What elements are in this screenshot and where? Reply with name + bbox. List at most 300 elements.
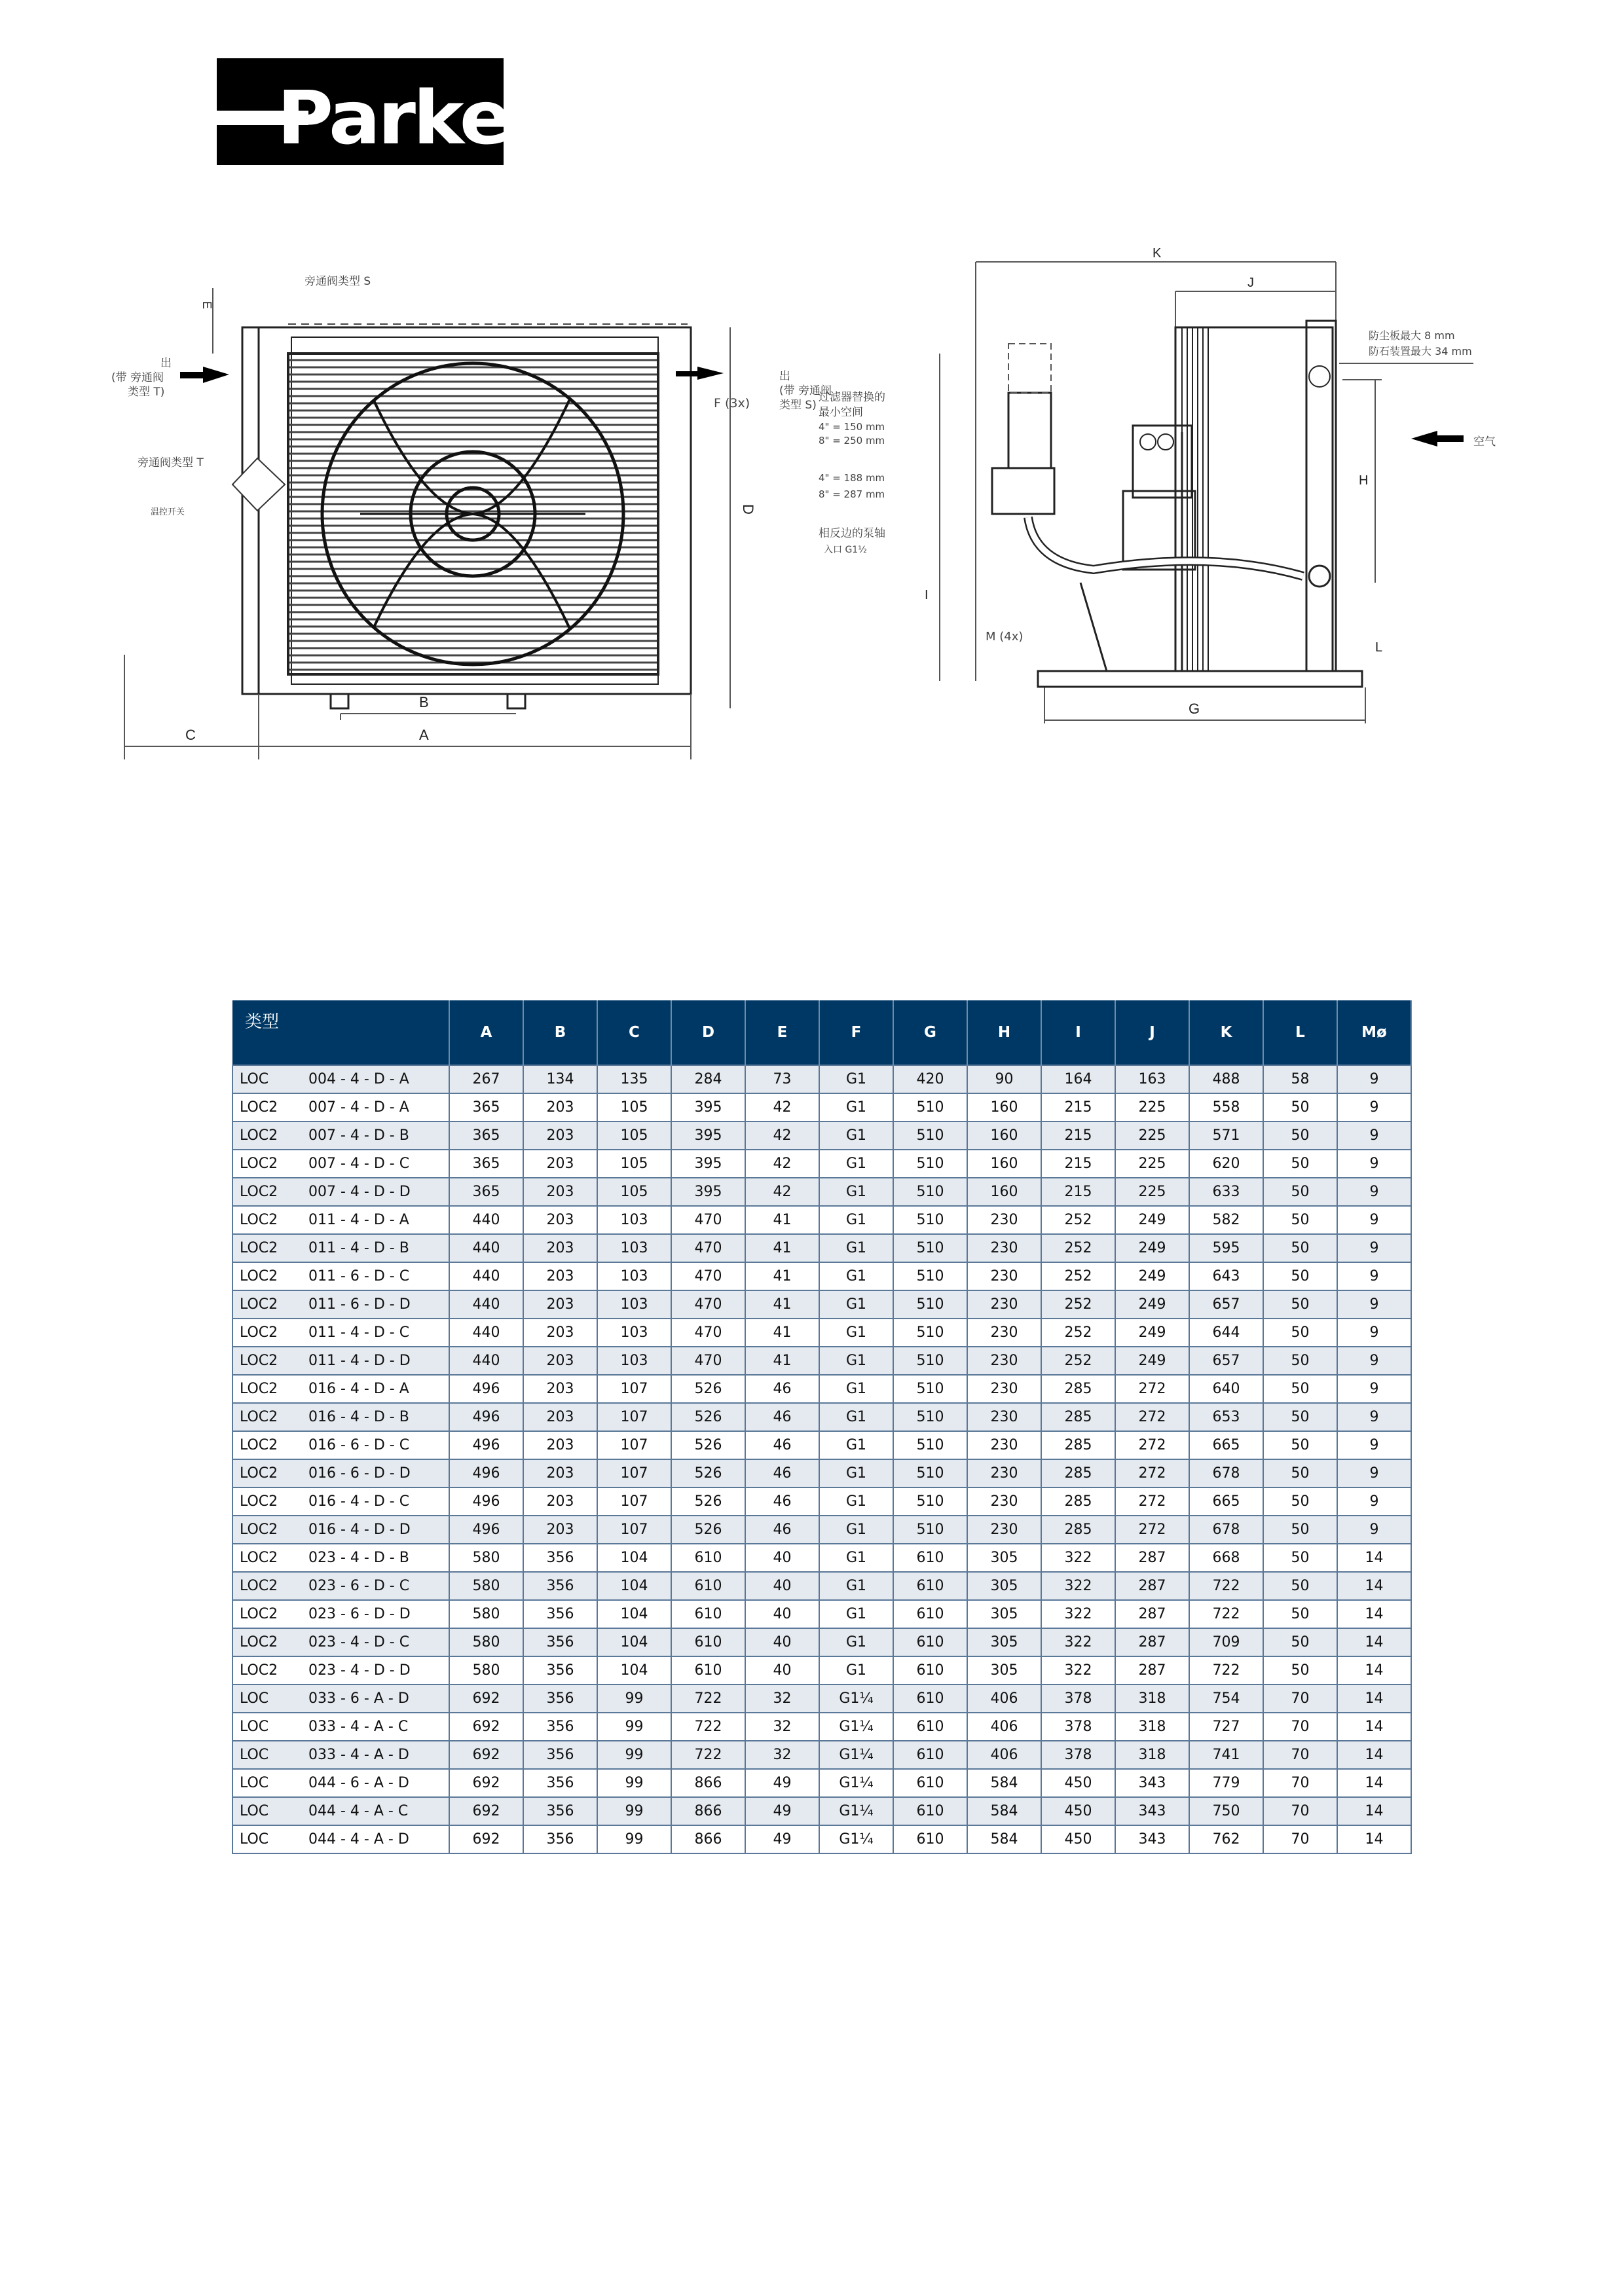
cell-h: 584 xyxy=(967,1825,1041,1853)
header-col-d: D xyxy=(671,1000,745,1065)
type-series: LOC2 xyxy=(240,1493,278,1510)
cell-f: G1 xyxy=(819,1600,893,1628)
cell-e: 40 xyxy=(745,1572,819,1600)
cell-a: 496 xyxy=(449,1375,523,1403)
table-row xyxy=(232,1234,1411,1262)
cell-h: 305 xyxy=(967,1656,1041,1685)
cell-g: 510 xyxy=(893,1403,967,1431)
dim-h: H xyxy=(1359,473,1369,488)
cell-h: 584 xyxy=(967,1797,1041,1825)
cell-m: 9 xyxy=(1337,1121,1411,1150)
cell-j: 272 xyxy=(1115,1375,1189,1403)
cell-l: 50 xyxy=(1263,1178,1337,1206)
label-outlet-left-2: (带 旁通阀 xyxy=(111,371,164,384)
cell-b: 203 xyxy=(523,1319,597,1347)
cell-l: 50 xyxy=(1263,1262,1337,1290)
type-series: LOC xyxy=(240,1747,269,1763)
cell-j: 318 xyxy=(1115,1741,1189,1769)
type-model: 007 - 4 - D - B xyxy=(308,1127,409,1144)
cell-k: 741 xyxy=(1189,1741,1263,1769)
cell-m: 14 xyxy=(1337,1741,1411,1769)
cell-k: 653 xyxy=(1189,1403,1263,1431)
type-model: 023 - 4 - D - B xyxy=(308,1550,409,1566)
cell-g: 510 xyxy=(893,1431,967,1459)
type-series: LOC2 xyxy=(240,1437,278,1453)
cell-g: 610 xyxy=(893,1600,967,1628)
table-row xyxy=(232,1431,1411,1459)
cell-d: 284 xyxy=(671,1065,745,1093)
table-row xyxy=(232,1178,1411,1206)
cell-type xyxy=(232,1262,449,1290)
cell-a: 496 xyxy=(449,1459,523,1487)
cell-b: 356 xyxy=(523,1741,597,1769)
cell-l: 70 xyxy=(1263,1797,1337,1825)
label-pump-inlet-1: 相反边的泵轴 xyxy=(819,527,885,540)
cell-f: G1¼ xyxy=(819,1797,893,1825)
table-row xyxy=(232,1319,1411,1347)
cell-j: 249 xyxy=(1115,1347,1189,1375)
cell-f: G1 xyxy=(819,1516,893,1544)
cell-c: 99 xyxy=(597,1797,671,1825)
cell-e: 46 xyxy=(745,1459,819,1487)
type-model: 011 - 4 - D - C xyxy=(308,1324,410,1341)
type-series: LOC2 xyxy=(240,1156,278,1172)
cell-f: G1 xyxy=(819,1065,893,1093)
cell-a: 580 xyxy=(449,1628,523,1656)
type-model: 023 - 6 - D - C xyxy=(308,1578,410,1594)
cell-d: 722 xyxy=(671,1685,745,1713)
table-row xyxy=(232,1206,1411,1234)
cell-b: 356 xyxy=(523,1544,597,1572)
cell-h: 230 xyxy=(967,1347,1041,1375)
cell-h: 230 xyxy=(967,1319,1041,1347)
cell-j: 287 xyxy=(1115,1544,1189,1572)
cell-l: 50 xyxy=(1263,1150,1337,1178)
type-series: LOC2 xyxy=(240,1184,278,1200)
cell-j: 249 xyxy=(1115,1206,1189,1234)
cell-g: 510 xyxy=(893,1487,967,1516)
cell-i: 215 xyxy=(1041,1178,1115,1206)
cell-f: G1¼ xyxy=(819,1741,893,1769)
cell-e: 49 xyxy=(745,1769,819,1797)
cell-b: 356 xyxy=(523,1713,597,1741)
type-series: LOC xyxy=(240,1690,269,1707)
type-series: LOC2 xyxy=(240,1634,278,1650)
cell-e: 41 xyxy=(745,1206,819,1234)
cell-k: 779 xyxy=(1189,1769,1263,1797)
cell-i: 322 xyxy=(1041,1572,1115,1600)
type-model: 033 - 6 - A - D xyxy=(308,1690,409,1707)
cell-f: G1 xyxy=(819,1347,893,1375)
cell-f: G1 xyxy=(819,1178,893,1206)
cell-e: 40 xyxy=(745,1656,819,1685)
cell-j: 163 xyxy=(1115,1065,1189,1093)
cell-l: 50 xyxy=(1263,1487,1337,1516)
cell-i: 450 xyxy=(1041,1769,1115,1797)
cell-type xyxy=(232,1319,449,1347)
cell-c: 103 xyxy=(597,1206,671,1234)
cell-a: 692 xyxy=(449,1713,523,1741)
cell-b: 203 xyxy=(523,1150,597,1178)
front-view-drawing xyxy=(98,262,832,773)
cell-m: 9 xyxy=(1337,1206,1411,1234)
cell-c: 99 xyxy=(597,1769,671,1797)
cell-h: 230 xyxy=(967,1375,1041,1403)
cell-i: 322 xyxy=(1041,1656,1115,1685)
cell-m: 14 xyxy=(1337,1825,1411,1853)
cell-a: 692 xyxy=(449,1825,523,1853)
cell-a: 580 xyxy=(449,1544,523,1572)
cell-type xyxy=(232,1600,449,1628)
cell-m: 14 xyxy=(1337,1572,1411,1600)
cell-j: 343 xyxy=(1115,1825,1189,1853)
cell-h: 230 xyxy=(967,1262,1041,1290)
cell-k: 595 xyxy=(1189,1234,1263,1262)
cell-h: 230 xyxy=(967,1487,1041,1516)
cell-m: 9 xyxy=(1337,1487,1411,1516)
cell-c: 107 xyxy=(597,1516,671,1544)
cell-b: 203 xyxy=(523,1487,597,1516)
cell-m: 9 xyxy=(1337,1347,1411,1375)
table-row xyxy=(232,1262,1411,1290)
table-row xyxy=(232,1713,1411,1741)
type-model: 011 - 6 - D - D xyxy=(308,1296,411,1313)
cell-type xyxy=(232,1769,449,1797)
cell-a: 692 xyxy=(449,1685,523,1713)
cell-h: 305 xyxy=(967,1544,1041,1572)
cell-l: 50 xyxy=(1263,1121,1337,1150)
cell-g: 510 xyxy=(893,1375,967,1403)
cell-k: 571 xyxy=(1189,1121,1263,1150)
type-model: 016 - 4 - D - C xyxy=(308,1493,410,1510)
cell-j: 287 xyxy=(1115,1600,1189,1628)
cell-a: 496 xyxy=(449,1487,523,1516)
cell-d: 610 xyxy=(671,1572,745,1600)
cell-l: 70 xyxy=(1263,1713,1337,1741)
cell-m: 9 xyxy=(1337,1319,1411,1347)
dim-l: L xyxy=(1375,640,1383,655)
table-row xyxy=(232,1121,1411,1150)
table-header-row xyxy=(232,1000,1411,1065)
label-outlet-left-1: 出 xyxy=(160,357,172,370)
cell-h: 406 xyxy=(967,1685,1041,1713)
cell-k: 640 xyxy=(1189,1375,1263,1403)
cell-g: 510 xyxy=(893,1459,967,1487)
cell-j: 343 xyxy=(1115,1797,1189,1825)
cell-c: 105 xyxy=(597,1121,671,1150)
cell-type xyxy=(232,1375,449,1403)
cell-h: 90 xyxy=(967,1065,1041,1093)
type-model: 023 - 4 - D - C xyxy=(308,1634,410,1650)
type-model: 007 - 4 - D - C xyxy=(308,1156,410,1172)
table-row xyxy=(232,1628,1411,1656)
cell-k: 678 xyxy=(1189,1459,1263,1487)
header-col-j: J xyxy=(1115,1000,1189,1065)
cell-a: 365 xyxy=(449,1178,523,1206)
cell-d: 610 xyxy=(671,1544,745,1572)
type-model: 011 - 4 - D - B xyxy=(308,1240,409,1256)
cell-j: 249 xyxy=(1115,1290,1189,1319)
cell-d: 722 xyxy=(671,1713,745,1741)
label-outlet-left-3: 类型 T) xyxy=(128,386,165,399)
cell-c: 104 xyxy=(597,1544,671,1572)
cell-type xyxy=(232,1685,449,1713)
cell-m: 9 xyxy=(1337,1093,1411,1121)
cell-h: 305 xyxy=(967,1628,1041,1656)
type-series: LOC2 xyxy=(240,1662,278,1679)
cell-j: 225 xyxy=(1115,1121,1189,1150)
type-model: 007 - 4 - D - D xyxy=(308,1184,411,1200)
cell-e: 46 xyxy=(745,1403,819,1431)
cell-i: 450 xyxy=(1041,1825,1115,1853)
cell-e: 40 xyxy=(745,1628,819,1656)
header-col-b: B xyxy=(523,1000,597,1065)
header-col-h: H xyxy=(967,1000,1041,1065)
cell-h: 230 xyxy=(967,1516,1041,1544)
cell-c: 107 xyxy=(597,1487,671,1516)
type-series: LOC2 xyxy=(240,1127,278,1144)
cell-h: 230 xyxy=(967,1234,1041,1262)
cell-j: 272 xyxy=(1115,1487,1189,1516)
type-model: 016 - 4 - D - A xyxy=(308,1381,409,1397)
cell-a: 496 xyxy=(449,1403,523,1431)
cell-k: 657 xyxy=(1189,1290,1263,1319)
cell-d: 470 xyxy=(671,1234,745,1262)
cell-type xyxy=(232,1347,449,1375)
cell-c: 107 xyxy=(597,1459,671,1487)
cell-b: 356 xyxy=(523,1797,597,1825)
table-row xyxy=(232,1403,1411,1431)
cell-j: 225 xyxy=(1115,1150,1189,1178)
dim-i: I xyxy=(925,588,929,602)
cell-b: 134 xyxy=(523,1065,597,1093)
label-size-8in: 8" = 287 mm xyxy=(819,488,885,500)
cell-a: 365 xyxy=(449,1150,523,1178)
cell-h: 584 xyxy=(967,1769,1041,1797)
cell-i: 285 xyxy=(1041,1431,1115,1459)
cell-c: 103 xyxy=(597,1347,671,1375)
cell-i: 252 xyxy=(1041,1290,1115,1319)
cell-b: 203 xyxy=(523,1234,597,1262)
type-series: LOC2 xyxy=(240,1381,278,1397)
cell-f: G1 xyxy=(819,1375,893,1403)
cell-l: 70 xyxy=(1263,1825,1337,1853)
cell-f: G1 xyxy=(819,1572,893,1600)
cell-type xyxy=(232,1403,449,1431)
cell-m: 9 xyxy=(1337,1150,1411,1178)
cell-i: 378 xyxy=(1041,1741,1115,1769)
cell-i: 252 xyxy=(1041,1206,1115,1234)
cell-i: 378 xyxy=(1041,1685,1115,1713)
cell-l: 50 xyxy=(1263,1656,1337,1685)
cell-f: G1 xyxy=(819,1319,893,1347)
type-model: 016 - 4 - D - D xyxy=(308,1522,411,1538)
cell-g: 510 xyxy=(893,1121,967,1150)
type-series: LOC2 xyxy=(240,1240,278,1256)
label-filter-4in: 4" = 150 mm xyxy=(819,421,885,433)
cell-c: 105 xyxy=(597,1178,671,1206)
cell-l: 50 xyxy=(1263,1093,1337,1121)
cell-d: 395 xyxy=(671,1121,745,1150)
cell-d: 866 xyxy=(671,1825,745,1853)
header-type: 类型 xyxy=(232,1000,449,1065)
cell-a: 580 xyxy=(449,1572,523,1600)
cell-f: G1¼ xyxy=(819,1713,893,1741)
cell-c: 105 xyxy=(597,1150,671,1178)
cell-k: 762 xyxy=(1189,1825,1263,1853)
type-model: 023 - 4 - D - D xyxy=(308,1662,411,1679)
cell-f: G1 xyxy=(819,1206,893,1234)
cell-k: 750 xyxy=(1189,1797,1263,1825)
cell-h: 160 xyxy=(967,1121,1041,1150)
table-row xyxy=(232,1600,1411,1628)
label-port-f: F (3x) xyxy=(714,396,750,410)
cell-m: 9 xyxy=(1337,1459,1411,1487)
side-view-drawing xyxy=(819,236,1572,733)
cell-g: 610 xyxy=(893,1713,967,1741)
cell-k: 558 xyxy=(1189,1093,1263,1121)
type-series: LOC2 xyxy=(240,1099,278,1116)
cell-m: 9 xyxy=(1337,1290,1411,1319)
cell-h: 230 xyxy=(967,1206,1041,1234)
cell-e: 41 xyxy=(745,1262,819,1290)
table-row xyxy=(232,1769,1411,1797)
cell-c: 103 xyxy=(597,1262,671,1290)
cell-b: 203 xyxy=(523,1375,597,1403)
type-series: LOC2 xyxy=(240,1212,278,1228)
dim-d: D xyxy=(740,504,756,515)
cell-k: 488 xyxy=(1189,1065,1263,1093)
label-air: 空气 xyxy=(1473,435,1496,448)
cell-g: 510 xyxy=(893,1347,967,1375)
cell-i: 450 xyxy=(1041,1797,1115,1825)
cell-i: 285 xyxy=(1041,1487,1115,1516)
cell-h: 406 xyxy=(967,1741,1041,1769)
label-bypass-s: 旁通阀类型 S xyxy=(304,275,371,288)
cell-l: 70 xyxy=(1263,1741,1337,1769)
cell-j: 343 xyxy=(1115,1769,1189,1797)
cell-a: 365 xyxy=(449,1121,523,1150)
cell-c: 107 xyxy=(597,1431,671,1459)
cell-e: 42 xyxy=(745,1093,819,1121)
cell-a: 365 xyxy=(449,1093,523,1121)
cell-d: 526 xyxy=(671,1516,745,1544)
table-row xyxy=(232,1347,1411,1375)
cell-g: 510 xyxy=(893,1206,967,1234)
outlet-arrow-left xyxy=(180,367,229,383)
type-series: LOC2 xyxy=(240,1296,278,1313)
cell-type xyxy=(232,1628,449,1656)
cell-l: 50 xyxy=(1263,1600,1337,1628)
cell-e: 46 xyxy=(745,1487,819,1516)
cell-i: 252 xyxy=(1041,1262,1115,1290)
type-model: 004 - 4 - D - A xyxy=(308,1071,409,1087)
label-mount-m: M (4x) xyxy=(986,630,1024,644)
cell-b: 203 xyxy=(523,1262,597,1290)
cell-g: 610 xyxy=(893,1769,967,1797)
label-filter-8in: 8" = 250 mm xyxy=(819,435,885,446)
cell-d: 395 xyxy=(671,1093,745,1121)
type-series: LOC xyxy=(240,1719,269,1735)
cell-j: 249 xyxy=(1115,1262,1189,1290)
cell-m: 9 xyxy=(1337,1178,1411,1206)
cell-m: 9 xyxy=(1337,1234,1411,1262)
cell-a: 440 xyxy=(449,1234,523,1262)
cell-a: 440 xyxy=(449,1262,523,1290)
cell-e: 32 xyxy=(745,1713,819,1741)
cell-k: 665 xyxy=(1189,1487,1263,1516)
cell-g: 510 xyxy=(893,1234,967,1262)
header-col-e: E xyxy=(745,1000,819,1065)
type-model: 044 - 6 - A - D xyxy=(308,1775,409,1791)
cell-f: G1¼ xyxy=(819,1769,893,1797)
cell-m: 9 xyxy=(1337,1375,1411,1403)
type-series: LOC2 xyxy=(240,1409,278,1425)
type-model: 033 - 4 - A - C xyxy=(308,1719,409,1735)
cell-type xyxy=(232,1093,449,1121)
cell-a: 692 xyxy=(449,1741,523,1769)
cell-k: 678 xyxy=(1189,1516,1263,1544)
cell-h: 160 xyxy=(967,1178,1041,1206)
cell-i: 252 xyxy=(1041,1319,1115,1347)
cell-i: 322 xyxy=(1041,1544,1115,1572)
cell-l: 58 xyxy=(1263,1065,1337,1093)
cell-c: 99 xyxy=(597,1685,671,1713)
cell-g: 510 xyxy=(893,1319,967,1347)
cell-b: 356 xyxy=(523,1685,597,1713)
logo-wordmark: Parker xyxy=(277,76,544,161)
cell-d: 526 xyxy=(671,1487,745,1516)
label-outlet-right-3: 类型 S) xyxy=(779,399,817,412)
table-row xyxy=(232,1656,1411,1685)
cell-e: 32 xyxy=(745,1741,819,1769)
cell-j: 287 xyxy=(1115,1572,1189,1600)
table-row xyxy=(232,1572,1411,1600)
cell-f: G1 xyxy=(819,1459,893,1487)
cell-a: 580 xyxy=(449,1656,523,1685)
cell-c: 103 xyxy=(597,1234,671,1262)
cell-k: 582 xyxy=(1189,1206,1263,1234)
cell-b: 356 xyxy=(523,1769,597,1797)
cell-b: 356 xyxy=(523,1628,597,1656)
cell-i: 285 xyxy=(1041,1403,1115,1431)
cell-type xyxy=(232,1656,449,1685)
cell-f: G1 xyxy=(819,1150,893,1178)
cell-l: 50 xyxy=(1263,1628,1337,1656)
cell-m: 9 xyxy=(1337,1516,1411,1544)
type-model: 044 - 4 - A - C xyxy=(308,1803,409,1819)
cell-l: 70 xyxy=(1263,1685,1337,1713)
cell-g: 610 xyxy=(893,1656,967,1685)
cell-k: 722 xyxy=(1189,1572,1263,1600)
cell-type xyxy=(232,1459,449,1487)
air-arrow xyxy=(1411,431,1464,446)
table-row xyxy=(232,1516,1411,1544)
label-stone-guard: 防石装置最大 34 mm xyxy=(1369,345,1472,357)
dimension-table xyxy=(232,1000,1412,1854)
cell-d: 470 xyxy=(671,1262,745,1290)
type-model: 016 - 4 - D - B xyxy=(308,1409,409,1425)
cell-k: 722 xyxy=(1189,1600,1263,1628)
cell-m: 14 xyxy=(1337,1685,1411,1713)
cell-e: 41 xyxy=(745,1319,819,1347)
cell-d: 526 xyxy=(671,1459,745,1487)
cell-k: 633 xyxy=(1189,1178,1263,1206)
cell-f: G1 xyxy=(819,1431,893,1459)
cell-g: 510 xyxy=(893,1516,967,1544)
cell-i: 285 xyxy=(1041,1375,1115,1403)
cell-a: 440 xyxy=(449,1319,523,1347)
